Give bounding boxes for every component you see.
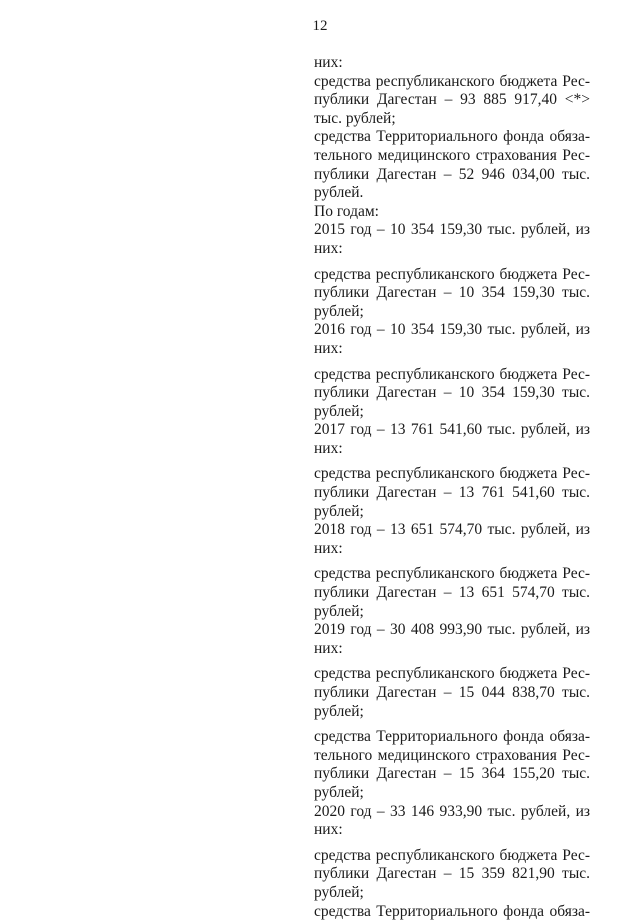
text-line: них: [314,439,343,457]
text-line: средства республиканского бюджета Рес- [314,465,590,483]
paragraph-gap [314,658,590,665]
paragraph-gap [314,558,590,565]
text-line: рублей; [314,502,364,520]
text-line: средства республиканского бюджета Рес- [314,265,590,283]
paragraph-gap [314,721,590,728]
text-line: тельного медицинского страхования Рес- [314,746,590,764]
text-line: рублей. [314,184,364,202]
paragraph-gap [314,458,590,465]
text-line: рублей; [314,602,364,620]
text-line: средства республиканского бюджета Рес- [314,72,590,90]
text-line: средства республиканского бюджета Рес- [314,565,590,583]
text-line: рублей; [314,783,364,801]
text-line: публики Дагестан – 15 359 821,90 тыс. [314,865,590,883]
page-number: 12 [312,18,328,34]
text-line: них: [314,639,343,657]
document-text-column [314,54,590,921]
text-line: рублей; [314,302,364,320]
text-line: публики Дагестан – 13 761 541,60 тыс. [314,484,590,502]
text-line: них: [314,54,343,71]
paragraph-gap [314,359,590,366]
text-line: публики Дагестан – 10 354 159,30 тыс. [314,284,590,302]
paragraph-gap [314,840,590,847]
text-line: рублей; [314,883,364,901]
text-line: тыс. рублей; [314,109,396,127]
text-line: По годам: [314,202,379,220]
text-line: них: [314,339,343,357]
text-line: 2018 год – 13 651 574,70 тыс. рублей, из [314,521,590,539]
text-line: 2015 год – 10 354 159,30 тыс. рублей, из [314,221,590,239]
text-line: средства республиканского бюджета Рес- [314,846,590,864]
text-line: средства республиканского бюджета Рес- [314,365,590,383]
text-line: публики Дагестан – 93 885 917,40 <*> [314,91,590,109]
text-line: публики Дагестан – 15 044 838,70 тыс. [314,684,590,701]
text-line: них: [314,821,343,839]
text-line: рублей; [314,702,364,720]
text-line: средства республиканского бюджета Рес- [314,665,590,683]
text-line: средства Территориального фонда обяза- [314,128,590,146]
text-line: 2019 год – 30 408 993,90 тыс. рублей, из [314,621,590,639]
text-line: них: [314,539,343,557]
text-line: 2020 год – 33 146 933,90 тыс. рублей, из [314,802,590,820]
text-line: тельного медицинского страхования Рес- [314,146,590,164]
text-line: 2016 год – 10 354 159,30 тыс. рублей, из [314,321,590,339]
text-line: публики Дагестан – 13 651 574,70 тыс. [314,584,590,602]
text-line: публики Дагестан – 52 946 034,00 тыс. [314,165,590,183]
text-line: 2017 год – 13 761 541,60 тыс. рублей, из [314,421,590,439]
text-line: публики Дагестан – 10 354 159,30 тыс. [314,384,590,402]
text-line: них: [314,239,343,257]
text-line: рублей; [314,402,364,420]
text-line: публики Дагестан – 15 364 155,20 тыс. [314,765,590,783]
text-line: средства Территориального фонда обяза- [314,902,590,920]
paragraph-gap [314,259,590,266]
text-line: средства Территориального фонда обяза- [314,728,590,746]
